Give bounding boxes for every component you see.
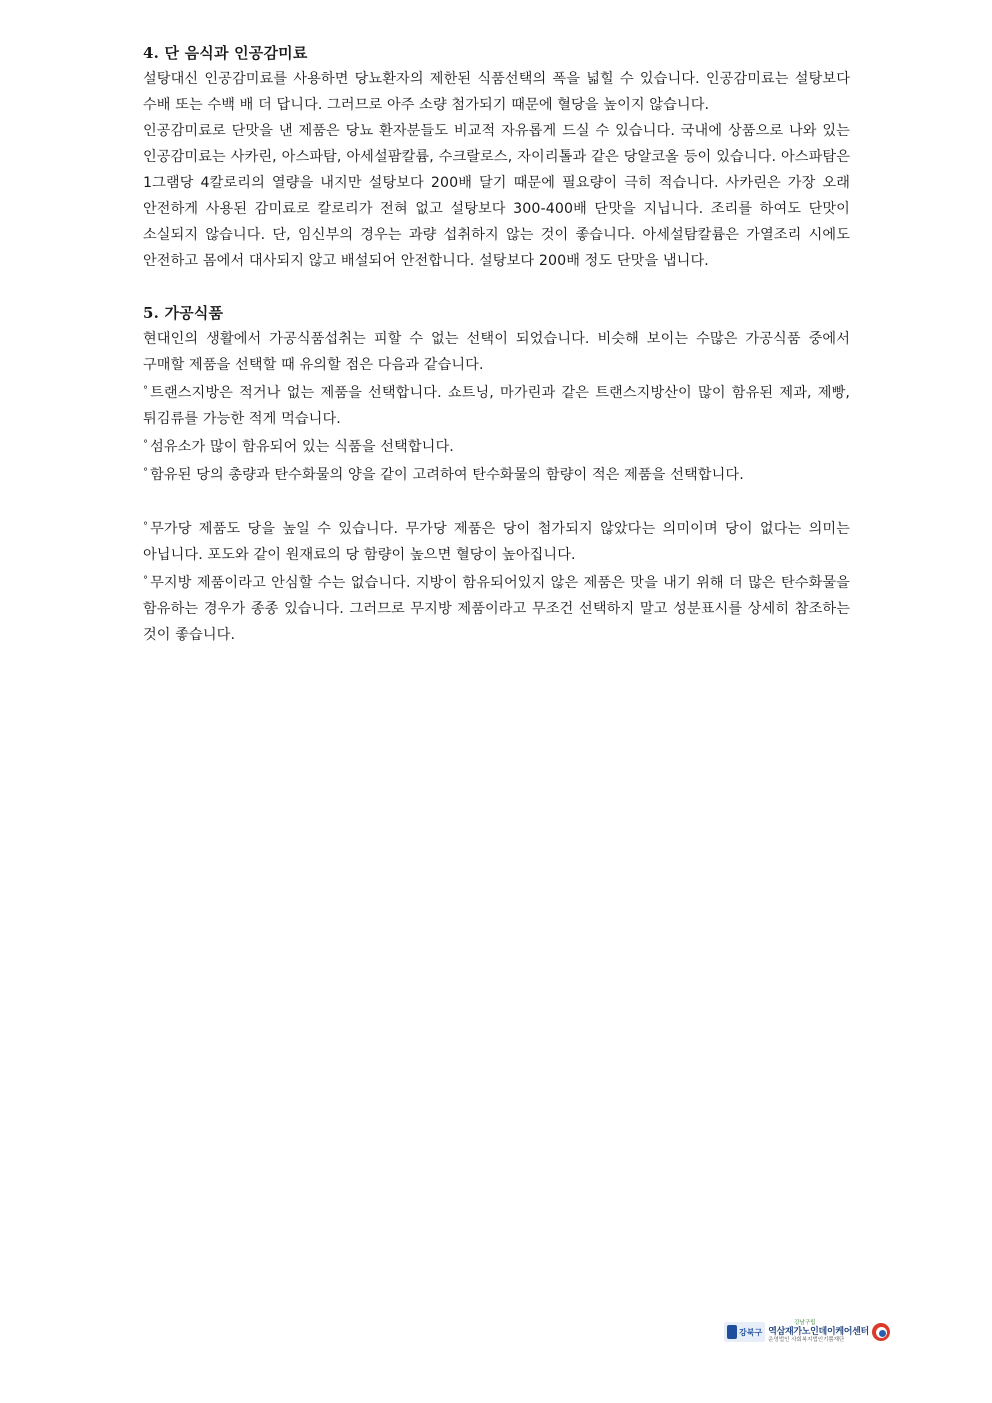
section-processed-foods — [143, 300, 850, 648]
list-item — [143, 568, 850, 648]
spacer — [143, 488, 850, 514]
bullet-mark: ° — [143, 439, 149, 450]
footer-logo — [724, 1315, 886, 1349]
district-emblem-icon — [727, 1325, 737, 1339]
list-item — [143, 378, 850, 432]
center-name: 역삼재가노인데이케어센터 — [768, 1326, 869, 1337]
paragraph: 현대인의 생활에서 가공식품섭취는 피할 수 없는 선택이 되었습니다. 비슷해 보이는 수많은 가공식품 중에서 구매할 제품을 선택할 때 유의할 점은 다음과 같습니다. — [143, 331, 850, 373]
list-item-text: 무지방 제품이라고 안심할 수는 없습니다. 지방이 함유되어있지 않은 제품은 맛을 내기 위해 더 많은 탄수화물을 함유하는 경우가 종종 있습니다. 그러므로 무지방 제품이라고 무조건 선택하지 말고 성분표시를 상세히 참조하는 것이 좋습니다. — [143, 575, 850, 643]
list-item — [143, 460, 850, 488]
list-item-text: 함유된 당의 총량과 탄수화물의 양을 같이 고려하여 탄수화물의 함량이 적은 제품을 선택합니다. — [150, 467, 744, 483]
list-item — [143, 514, 850, 568]
center-name-block — [768, 1321, 869, 1343]
paragraph: 설탕대신 인공감미료를 사용하면 당뇨환자의 제한된 식품선택의 폭을 넓힐 수 있습니다. 인공감미료는 설탕보다 수배 또는 수백 배 더 답니다. 그러므로 아주 소량 첨가되기 때문에 혈당을 높이지 않습니다. — [143, 71, 850, 113]
paragraph: 인공감미료로 단맛을 낸 제품은 당뇨 환자분들도 비교적 자유롭게 드실 수 있습니다. 국내에 상품으로 나와 있는 인공감미료는 사카린, 아스파탐, 아세설팜칼륨, 수크랄로스, 자이리톨과 같은 당알코올 등이 있습니다. 아스파탐은 1그램당 4칼로리의 열량을 내지만 설탕보다 200배 달기 때문에 필요량이 극히 적습니다. 사카린은 가장 오래 안전하게 사용된 감미료로 칼로리가 전혀 없고 설탕보다 300-400배 단맛을 지닙니다. 조리를 하여도 단맛이 소실되지 않습니다. 단, 임신부의 경우는 과량 섭취하지 않는 것이 좋습니다. 아세설탐칼륨은 가열조리 시에도 안전하고 몸에서 대사되지 않고 배설되어 안전합니다. 설탕보다 200배 정도 단맛을 냅니다. — [143, 123, 850, 269]
list-item — [143, 432, 850, 460]
bullet-mark: ° — [143, 521, 149, 532]
bullet-mark: ° — [143, 467, 149, 478]
list-item-text: 무가당 제품도 당을 높일 수 있습니다. 무가당 제품은 당이 첨가되지 않았다는 의미이며 당이 없다는 의미는 아닙니다. 포도와 같이 원재료의 당 함량이 높으면 혈당이 높아집니다. — [143, 521, 850, 563]
list-item-text: 트랜스지방은 적거나 없는 제품을 선택합니다. 쇼트닝, 마가린과 같은 트랜스지방산이 많이 함유된 제과, 제빵, 튀김류를 가능한 적게 먹습니다. — [143, 385, 850, 427]
section-heading: 4. 단 음식과 인공감미료 — [143, 44, 308, 62]
document-body — [143, 40, 850, 648]
bullet-mark: ° — [143, 575, 149, 586]
section-heading: 5. 가공식품 — [143, 304, 224, 322]
section-sweeteners — [143, 40, 850, 274]
bullet-mark: ° — [143, 385, 149, 396]
center-operator: 운영법인 사회복지법인기쁨재단 — [768, 1336, 845, 1343]
circle-emblem-icon — [872, 1323, 886, 1341]
district-name: 강북구 — [739, 1327, 763, 1337]
district-logo — [724, 1322, 765, 1342]
list-item-text: 섬유소가 많이 함유되어 있는 식품을 선택합니다. — [150, 439, 454, 455]
center-prefix: 강남구립 — [794, 1320, 816, 1326]
